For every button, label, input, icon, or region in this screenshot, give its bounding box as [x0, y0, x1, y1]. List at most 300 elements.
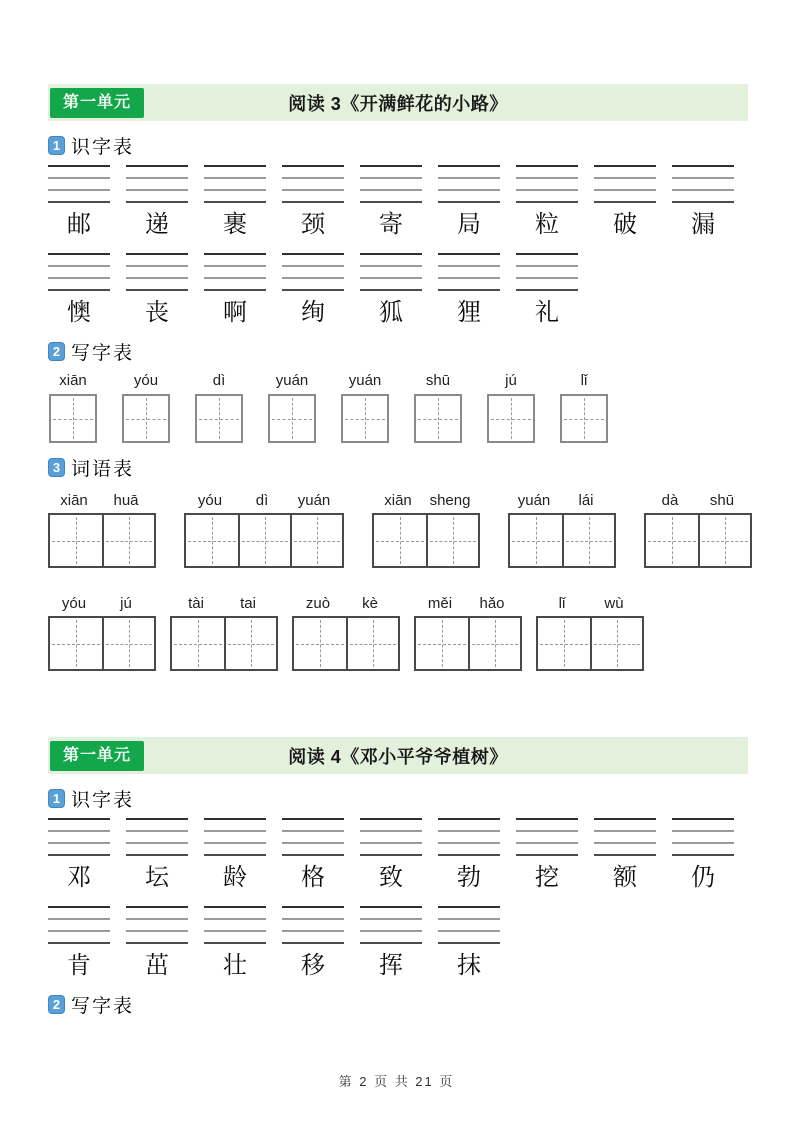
pinyin-fourline-grid	[48, 906, 110, 943]
pinyin-label: kè	[362, 595, 378, 612]
word-group	[170, 594, 278, 671]
fourline-rule	[360, 906, 422, 908]
fourline-rule	[126, 918, 188, 920]
pinyin-fourline-grid	[438, 818, 500, 855]
pinyin-label: yuán	[348, 372, 382, 389]
writing-item	[340, 371, 390, 443]
pinyin-label: shū	[425, 372, 451, 389]
tian-grid-cell	[50, 618, 102, 669]
word-grid-box	[644, 513, 752, 568]
writing-row	[48, 371, 748, 443]
word-pinyin-row	[170, 594, 278, 614]
pinyin-label: zuò	[305, 595, 331, 612]
pinyin-fourline-grid	[594, 165, 656, 202]
pinyin-label: lǐ	[558, 595, 566, 612]
fourline-rule	[204, 854, 266, 856]
unit-banner	[48, 737, 748, 774]
fourline-rule	[48, 930, 110, 932]
recognition-column	[516, 165, 578, 239]
fourline-rule	[282, 277, 344, 279]
pinyin-fourline-grid	[360, 906, 422, 943]
dashed-cross-vertical	[400, 517, 401, 564]
fourline-rule	[126, 818, 188, 820]
fourline-rule	[282, 289, 344, 291]
pinyin-fourline-grid	[360, 253, 422, 290]
word-pinyin-row	[372, 491, 480, 511]
worksheet-content	[48, 84, 748, 1016]
hanzi-character: 挖	[535, 863, 559, 891]
tian-grid-cell	[102, 515, 154, 566]
fourline-rule	[126, 930, 188, 932]
tian-grid-box	[195, 394, 243, 443]
word-pinyin-row	[644, 491, 752, 511]
pinyin-label: yóu	[61, 595, 87, 612]
recognition-column	[126, 906, 188, 980]
hanzi-character: 懊	[67, 298, 91, 326]
hanzi-character: 狐	[379, 298, 403, 326]
dashed-cross-vertical	[442, 620, 443, 667]
fourline-rule	[360, 265, 422, 267]
word-grid-box	[414, 616, 522, 671]
hanzi-character: 坛	[145, 863, 169, 891]
writing-item	[559, 371, 609, 443]
fourline-rule	[516, 854, 578, 856]
dashed-cross-vertical	[320, 620, 321, 667]
dashed-cross-vertical	[725, 517, 726, 564]
fourline-rule	[48, 177, 110, 179]
hanzi-character: 茁	[145, 951, 169, 979]
pinyin-label: xiān	[384, 492, 412, 509]
hanzi-character: 壮	[223, 951, 247, 979]
fourline-rule	[126, 830, 188, 832]
pinyin-fourline-grid	[438, 165, 500, 202]
pinyin-fourline-grid	[126, 253, 188, 290]
fourline-rule	[438, 253, 500, 255]
hanzi-character: 颈	[301, 210, 325, 238]
pinyin-fourline-grid	[672, 818, 734, 855]
pinyin-fourline-grid	[594, 818, 656, 855]
fourline-rule	[594, 830, 656, 832]
recognition-column	[438, 165, 500, 239]
recognition-column	[438, 253, 500, 327]
fourline-rule	[516, 165, 578, 167]
fourline-rule	[126, 265, 188, 267]
section-number-badge: 2	[48, 995, 65, 1014]
recognition-column	[204, 818, 266, 892]
unit-badge: 第一单元	[50, 88, 144, 118]
fourline-rule	[282, 253, 344, 255]
fourline-rule	[282, 854, 344, 856]
fourline-rule	[204, 930, 266, 932]
section-number-badge: 3	[48, 458, 65, 477]
recognition-column	[126, 253, 188, 327]
fourline-rule	[360, 177, 422, 179]
word-grid-box	[48, 513, 156, 568]
fourline-rule	[282, 918, 344, 920]
fourline-rule	[594, 842, 656, 844]
fourline-rule	[594, 165, 656, 167]
fourline-rule	[204, 818, 266, 820]
fourline-rule	[516, 289, 578, 291]
pinyin-fourline-grid	[204, 906, 266, 943]
recognition-column	[360, 906, 422, 980]
hanzi-character: 寄	[379, 210, 403, 238]
dashed-cross-vertical	[129, 517, 130, 564]
dashed-cross-vertical	[672, 517, 673, 564]
section-header	[48, 133, 748, 157]
fourline-rule	[360, 918, 422, 920]
fourline-rule	[672, 165, 734, 167]
tian-grid-cell	[426, 515, 478, 566]
hanzi-character: 挥	[379, 951, 403, 979]
fourline-rule	[282, 201, 344, 203]
tian-grid-cell	[224, 618, 276, 669]
recognition-column	[282, 818, 344, 892]
fourline-rule	[48, 906, 110, 908]
dashed-cross-vertical	[251, 620, 252, 667]
recognition-row	[48, 818, 748, 892]
fourline-rule	[282, 189, 344, 191]
fourline-rule	[516, 830, 578, 832]
hanzi-character: 狸	[457, 298, 481, 326]
pinyin-label: jú	[505, 372, 517, 389]
section-header	[48, 786, 748, 810]
recognition-column	[204, 165, 266, 239]
word-grid-box	[508, 513, 616, 568]
fourline-rule	[438, 818, 500, 820]
lesson-section	[48, 84, 748, 671]
word-row	[48, 594, 748, 671]
writing-item	[48, 371, 98, 443]
fourline-rule	[438, 177, 500, 179]
pinyin-fourline-grid	[516, 818, 578, 855]
pinyin-fourline-grid	[282, 818, 344, 855]
word-pinyin-row	[536, 594, 644, 614]
word-pinyin-row	[48, 491, 156, 511]
dashed-cross-vertical	[438, 398, 439, 439]
pinyin-fourline-grid	[360, 818, 422, 855]
fourline-rule	[282, 942, 344, 944]
section-label: 识字表	[71, 788, 135, 811]
pinyin-fourline-grid	[516, 165, 578, 202]
tian-grid-cell	[416, 618, 468, 669]
hanzi-character: 格	[301, 863, 325, 891]
word-grid-box	[372, 513, 480, 568]
tian-grid-cell	[238, 515, 290, 566]
pinyin-label: yóu	[133, 372, 159, 389]
tian-grid-box	[341, 394, 389, 443]
pinyin-label: jú	[120, 595, 132, 612]
pinyin-label: sheng	[429, 492, 471, 509]
tian-grid-cell	[186, 515, 238, 566]
fourline-rule	[282, 906, 344, 908]
word-grid-box	[184, 513, 344, 568]
pinyin-label: dì	[212, 372, 226, 389]
fourline-rule	[672, 830, 734, 832]
tian-grid-cell	[538, 618, 590, 669]
fourline-rule	[282, 165, 344, 167]
writing-item	[121, 371, 171, 443]
recognition-row	[48, 165, 748, 239]
fourline-rule	[438, 277, 500, 279]
recognition-column	[48, 253, 110, 327]
dashed-cross-vertical	[589, 517, 590, 564]
recognition-row	[48, 253, 748, 327]
fourline-rule	[48, 189, 110, 191]
fourline-rule	[516, 277, 578, 279]
pinyin-fourline-grid	[360, 165, 422, 202]
fourline-rule	[516, 818, 578, 820]
dashed-cross-vertical	[76, 517, 77, 564]
fourline-rule	[672, 818, 734, 820]
dashed-cross-vertical	[536, 517, 537, 564]
dashed-cross-vertical	[511, 398, 512, 439]
dashed-cross-vertical	[265, 517, 266, 564]
hanzi-character: 抹	[457, 951, 481, 979]
pinyin-fourline-grid	[126, 165, 188, 202]
fourline-rule	[672, 854, 734, 856]
fourline-rule	[438, 942, 500, 944]
lesson-section	[48, 737, 748, 1016]
fourline-rule	[204, 177, 266, 179]
tian-grid-cell	[562, 515, 614, 566]
fourline-rule	[282, 842, 344, 844]
hanzi-character: 邓	[67, 863, 91, 891]
writing-item	[194, 371, 244, 443]
hanzi-character: 礼	[535, 298, 559, 326]
word-group	[372, 491, 480, 568]
tian-grid-cell	[102, 618, 154, 669]
dashed-cross-vertical	[146, 398, 147, 439]
dashed-cross-vertical	[73, 398, 74, 439]
tian-grid-cell	[50, 515, 102, 566]
word-pinyin-row	[414, 594, 522, 614]
fourline-rule	[204, 253, 266, 255]
fourline-rule	[360, 942, 422, 944]
tian-grid-box	[49, 394, 97, 443]
pinyin-label: yóu	[197, 492, 223, 509]
pinyin-fourline-grid	[126, 818, 188, 855]
fourline-rule	[360, 818, 422, 820]
pinyin-label: xiān	[59, 372, 87, 389]
recognition-column	[360, 165, 422, 239]
tian-grid-cell	[172, 618, 224, 669]
hanzi-character: 递	[145, 210, 169, 238]
dashed-cross-vertical	[584, 398, 585, 439]
fourline-rule	[48, 201, 110, 203]
recognition-row	[48, 906, 748, 980]
recognition-column	[672, 165, 734, 239]
pinyin-fourline-grid	[48, 253, 110, 290]
fourline-rule	[126, 165, 188, 167]
fourline-rule	[126, 906, 188, 908]
fourline-rule	[126, 942, 188, 944]
fourline-rule	[672, 189, 734, 191]
fourline-rule	[438, 842, 500, 844]
word-group	[48, 594, 156, 671]
word-group	[184, 491, 344, 568]
section-label: 写字表	[71, 994, 135, 1017]
fourline-rule	[438, 189, 500, 191]
pinyin-fourline-grid	[282, 906, 344, 943]
word-grid-box	[292, 616, 400, 671]
hanzi-character: 漏	[691, 210, 715, 238]
tian-grid-cell	[374, 515, 426, 566]
hanzi-character: 局	[457, 210, 481, 238]
pinyin-label: yuán	[517, 492, 551, 509]
pinyin-label: měi	[427, 595, 453, 612]
fourline-rule	[516, 253, 578, 255]
tian-grid-box	[414, 394, 462, 443]
fourline-rule	[516, 842, 578, 844]
fourline-rule	[360, 165, 422, 167]
hanzi-character: 邮	[67, 210, 91, 238]
fourline-rule	[204, 918, 266, 920]
recognition-column	[282, 165, 344, 239]
fourline-rule	[360, 253, 422, 255]
fourline-rule	[360, 842, 422, 844]
pinyin-fourline-grid	[516, 253, 578, 290]
fourline-rule	[438, 930, 500, 932]
pinyin-fourline-grid	[48, 165, 110, 202]
hanzi-character: 致	[379, 863, 403, 891]
pinyin-label: yuán	[297, 492, 331, 509]
pinyin-label: dì	[255, 492, 269, 509]
pinyin-label: yuán	[275, 372, 309, 389]
dashed-cross-vertical	[373, 620, 374, 667]
fourline-rule	[594, 189, 656, 191]
unit-badge: 第一单元	[50, 741, 144, 771]
word-pinyin-row	[184, 491, 344, 511]
dashed-cross-vertical	[495, 620, 496, 667]
dashed-cross-vertical	[129, 620, 130, 667]
recognition-column	[48, 165, 110, 239]
recognition-column	[48, 818, 110, 892]
recognition-column	[438, 906, 500, 980]
word-grid-box	[536, 616, 644, 671]
tian-grid-cell	[290, 515, 342, 566]
word-pinyin-row	[508, 491, 616, 511]
section-label: 词语表	[71, 457, 135, 480]
fourline-rule	[594, 177, 656, 179]
fourline-rule	[48, 165, 110, 167]
pinyin-fourline-grid	[438, 906, 500, 943]
recognition-column	[594, 818, 656, 892]
fourline-rule	[360, 930, 422, 932]
hanzi-character: 移	[301, 951, 325, 979]
tian-grid-cell	[698, 515, 750, 566]
fourline-rule	[282, 265, 344, 267]
unit-banner	[48, 84, 748, 121]
pinyin-fourline-grid	[204, 253, 266, 290]
tian-grid-box	[122, 394, 170, 443]
section-header	[48, 455, 748, 479]
fourline-rule	[438, 165, 500, 167]
recognition-column	[204, 253, 266, 327]
pinyin-label: lái	[578, 492, 594, 509]
pinyin-label: dà	[661, 492, 679, 509]
fourline-rule	[360, 854, 422, 856]
pinyin-fourline-grid	[282, 253, 344, 290]
recognition-column	[126, 818, 188, 892]
dashed-cross-vertical	[219, 398, 220, 439]
pinyin-fourline-grid	[438, 253, 500, 290]
fourline-rule	[438, 265, 500, 267]
fourline-rule	[126, 277, 188, 279]
pinyin-label: xiān	[60, 492, 88, 509]
fourline-rule	[438, 201, 500, 203]
fourline-rule	[126, 253, 188, 255]
fourline-rule	[48, 830, 110, 832]
lesson-title: 阅读 3《开满鲜花的小路》	[288, 93, 508, 114]
writing-item	[413, 371, 463, 443]
fourline-rule	[204, 906, 266, 908]
pinyin-fourline-grid	[204, 818, 266, 855]
hanzi-character: 龄	[223, 863, 247, 891]
fourline-rule	[360, 289, 422, 291]
recognition-column	[516, 253, 578, 327]
fourline-rule	[204, 189, 266, 191]
pinyin-fourline-grid	[204, 165, 266, 202]
dashed-cross-vertical	[292, 398, 293, 439]
pinyin-label: wù	[604, 595, 624, 612]
fourline-rule	[204, 942, 266, 944]
fourline-rule	[282, 930, 344, 932]
fourline-rule	[360, 201, 422, 203]
fourline-rule	[48, 818, 110, 820]
word-grid-box	[48, 616, 156, 671]
fourline-rule	[282, 830, 344, 832]
word-group	[536, 594, 644, 671]
recognition-column	[594, 165, 656, 239]
tian-grid-box	[268, 394, 316, 443]
dashed-cross-vertical	[76, 620, 77, 667]
fourline-rule	[594, 201, 656, 203]
pinyin-fourline-grid	[126, 906, 188, 943]
recognition-column	[282, 906, 344, 980]
fourline-rule	[48, 942, 110, 944]
fourline-rule	[516, 177, 578, 179]
hanzi-character: 粒	[535, 210, 559, 238]
section-label: 写字表	[71, 341, 135, 364]
fourline-rule	[48, 842, 110, 844]
recognition-column	[126, 165, 188, 239]
dashed-cross-vertical	[198, 620, 199, 667]
hanzi-character: 额	[613, 863, 637, 891]
fourline-rule	[516, 201, 578, 203]
word-group	[644, 491, 752, 568]
fourline-rule	[48, 918, 110, 920]
fourline-rule	[126, 842, 188, 844]
pinyin-label: tai	[240, 595, 256, 612]
tian-grid-cell	[646, 515, 698, 566]
pinyin-fourline-grid	[282, 165, 344, 202]
fourline-rule	[438, 289, 500, 291]
fourline-rule	[438, 854, 500, 856]
tian-grid-cell	[510, 515, 562, 566]
writing-item	[486, 371, 536, 443]
fourline-rule	[48, 277, 110, 279]
hanzi-character: 破	[613, 210, 637, 238]
word-grid-box	[170, 616, 278, 671]
fourline-rule	[282, 177, 344, 179]
fourline-rule	[672, 842, 734, 844]
fourline-rule	[48, 854, 110, 856]
hanzi-character: 裹	[223, 210, 247, 238]
fourline-rule	[48, 253, 110, 255]
section-header	[48, 339, 748, 363]
word-group	[292, 594, 400, 671]
